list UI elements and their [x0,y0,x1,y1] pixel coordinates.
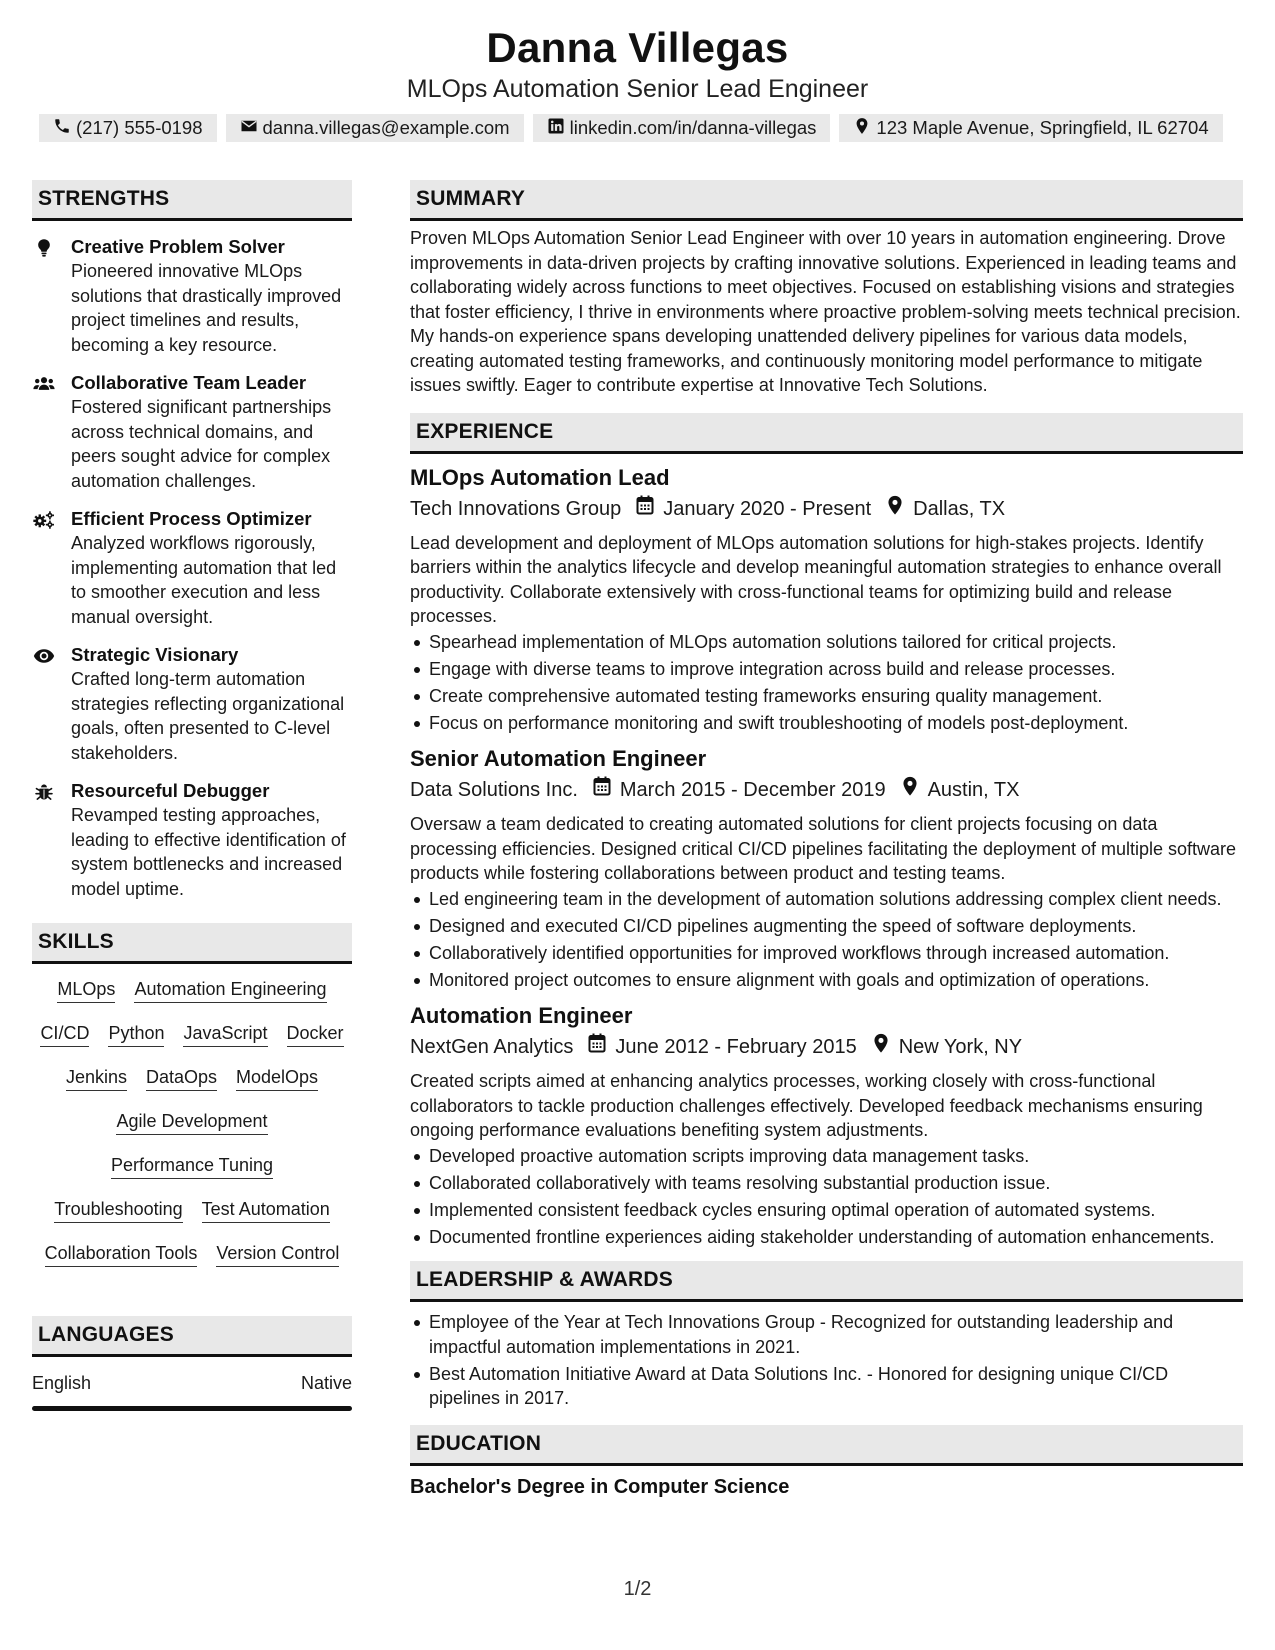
job-bullet: Monitored project outcomes to ensure alignment with goals and optimization of operations. [410,968,1243,993]
skill-tag: MLOps [57,978,115,1003]
job-bullet: Engage with diverse teams to improve integration across build and release processes. [410,657,1243,682]
skills-heading: SKILLS [32,923,352,964]
job-bullet: Focus on performance monitoring and swift troubleshooting of models post-deployment. [410,711,1243,736]
candidate-name: Danna Villegas [486,24,789,71]
degree-title: Bachelor's Degree in Computer Science [410,1475,790,1498]
leadership-section [410,1261,1243,1411]
strength-item [32,779,352,901]
job-entry [410,464,1243,736]
job-bullet: Implemented consistent feedback cycles ensuring optimal operation of automated systems. [410,1198,1243,1223]
job-title: Automation Engineer [410,1003,633,1028]
contact-bar [39,114,1236,142]
users-icon [32,374,56,396]
job-company: NextGen Analytics [410,1036,574,1058]
strength-title: Resourceful Debugger [71,780,270,801]
bug-icon [32,782,56,804]
job-bullets [410,1144,1243,1250]
strength-item [32,235,352,357]
languages-section [32,1316,352,1411]
calendar-icon [621,495,663,523]
strength-item [32,371,352,493]
contact-address [839,114,1222,142]
skill-tag: Agile Development [116,1110,267,1135]
language-row [32,1373,352,1394]
leadership-heading: LEADERSHIP & AWARDS [410,1261,1243,1302]
strength-item [32,507,352,629]
strengths-heading: STRENGTHS [32,180,352,221]
job-bullets [410,887,1243,993]
job-bullet: Developed proactive automation scripts improving data management tasks. [410,1144,1243,1169]
summary-heading: SUMMARY [410,180,1243,221]
job-title: MLOps Automation Lead [410,464,670,490]
job-entry [410,1002,1243,1249]
envelope-icon [240,117,258,140]
strength-title: Collaborative Team Leader [71,372,307,393]
job-description: Oversaw a team dedicated to creating automated solutions for client projects focusing on data processing efficiencies. Designed critical CI/CD pipelines facilitating the deployment of multiple software products while fostering collaborations between product and testing teams. [410,814,1237,883]
lightbulb-icon [32,238,56,260]
strength-title: Efficient Process Optimizer [71,508,312,529]
job-bullet: Collaborated collaboratively with teams resolving substantial production issue. [410,1171,1243,1196]
phone-icon [53,117,71,140]
language-name: English [32,1373,92,1393]
calendar-icon [578,776,620,804]
strength-item [32,643,352,765]
job-company: Tech Innovations Group [410,497,622,520]
skill-tag: Test Automation [202,1198,330,1223]
skill-tag: Jenkins [66,1066,127,1091]
skill-tag: CI/CD [40,1022,89,1047]
skill-tag: Automation Engineering [134,978,326,1003]
skill-tag: Python [108,1022,164,1047]
language-level: Native [300,1373,352,1393]
contact-linkedin[interactable] [533,114,831,142]
eye-icon [32,646,56,668]
map-pin-icon [853,117,871,140]
resume-header [0,22,1275,104]
education-section [410,1425,1243,1500]
strength-desc: Pioneered innovative MLOps solutions that drastically improved project timelines and results, becoming a key resource. [71,261,342,355]
contact-linkedin-text: linkedin.com/in/danna-villegas [569,117,817,138]
calendar-icon [573,1033,615,1061]
map-pin-icon [857,1033,899,1061]
skill-tag: Version Control [216,1242,339,1267]
skill-tag: Docker [287,1022,344,1047]
contact-email-text: danna.villegas@example.com [262,117,510,138]
page-number: 1/2 [623,1578,652,1600]
job-dates: January 2020 - Present [663,497,872,520]
candidate-title: MLOps Automation Senior Lead Engineer [406,75,869,103]
experience-heading: EXPERIENCE [410,413,1243,454]
skill-tag: DataOps [146,1066,217,1091]
skill-tag: JavaScript [183,1022,267,1047]
linkedin-icon [547,117,565,140]
strength-title: Strategic Visionary [71,644,239,665]
strength-desc: Revamped testing approaches, leading to effective identification of system bottlenecks and increased model uptime. [71,805,346,899]
right-column [410,180,1243,1500]
job-bullet: Create comprehensive automated testing frameworks ensuring quality management. [410,684,1243,709]
job-bullet: Designed and executed CI/CD pipelines augmenting the speed of software deployments. [410,914,1243,939]
job-location: Austin, TX [927,779,1020,801]
job-bullet: Spearhead implementation of MLOps automation solutions tailored for critical projects. [410,630,1243,655]
job-meta [410,776,1243,804]
skills-section [32,923,352,1286]
job-bullet: Led engineering team in the development of automation solutions addressing complex client needs. [410,887,1243,912]
experience-section [410,413,1243,1250]
job-meta [410,1033,1243,1061]
skill-tag: ModelOps [236,1066,318,1091]
job-description: Created scripts aimed at enhancing analytics processes, working closely with cross-functional collaborators to tackle production challenges effectively. Developed feedback mechanisms ensuring ongoing performance evaluations benefiting system adjustments. [410,1071,1203,1140]
left-column [32,180,352,1411]
education-heading: EDUCATION [410,1425,1243,1466]
strength-desc: Crafted long-term automation strategies reflecting organizational goals, often presented to C-level stakeholders. [71,669,345,763]
job-location: New York, NY [898,1036,1023,1058]
languages-heading: LANGUAGES [32,1316,352,1357]
job-location: Dallas, TX [913,497,1006,520]
language-proficiency-bar [32,1406,352,1411]
job-entry [410,745,1243,992]
contact-email[interactable] [226,114,524,142]
job-meta [410,495,1243,523]
map-pin-icon [886,776,928,804]
contact-phone[interactable] [39,114,217,142]
job-description: Lead development and deployment of MLOps automation solutions for high-stakes projects. Identify barriers within the analytics lifecycle and develop meaningful automation strategies to enhance overall productivity. Collaborate extensively with cross-functional teams for optimizing build and release processes. [410,532,1222,626]
job-dates: March 2015 - December 2019 [619,779,886,801]
summary-text: Proven MLOps Automation Senior Lead Engineer with over 10 years in automation engineering. Drove improvements in data-driven projects by crafting innovative solutions. Experienced in leading teams and collaborating widely across functions to meet objectives. Focused on establishing visions and strategies that foster efficiency, I thrive in environments where proactive problem-solving meets technical precision. My hands-on experience spans developing unattended delivery pipelines for various data models, creating automated testing frameworks, and continuously monitoring model performance to mitigate issues swiftly. Eager to contribute expertise at Innovative Tech Solutions. [410,228,1241,395]
job-bullet: Documented frontline experiences aiding stakeholder understanding of automation enhancements. [410,1225,1243,1250]
map-pin-icon [871,495,913,523]
job-bullet: Collaboratively identified opportunities for improved workflows through increased automation. [410,941,1243,966]
contact-phone-text: (217) 555-0198 [76,117,203,138]
skill-tag: Collaboration Tools [45,1242,198,1267]
skill-tag: Performance Tuning [111,1154,273,1179]
cogs-icon [32,510,56,532]
strength-title: Creative Problem Solver [71,236,285,257]
job-title: Senior Automation Engineer [410,746,707,771]
award-item: Employee of the Year at Tech Innovations Group - Recognized for outstanding leadership and impactful automation implementations in 2021. [410,1310,1243,1359]
strength-desc: Fostered significant partnerships across technical domains, and peers sought advice for complex automation challenges. [71,397,332,491]
job-dates: June 2012 - February 2015 [615,1036,857,1058]
skills-list [32,964,352,1286]
award-list [410,1310,1243,1411]
contact-address-text: 123 Maple Avenue, Springfield, IL 62704 [876,117,1209,138]
award-item: Best Automation Initiative Award at Data Solutions Inc. - Honored for designing unique CI/CD pipelines in 2017. [410,1362,1243,1411]
job-company: Data Solutions Inc. [410,779,578,801]
skill-tag: Troubleshooting [54,1198,182,1223]
job-bullets [410,630,1243,736]
strength-desc: Analyzed workflows rigorously, implementing automation that led to smoother execution and less manual oversight. [71,533,337,627]
